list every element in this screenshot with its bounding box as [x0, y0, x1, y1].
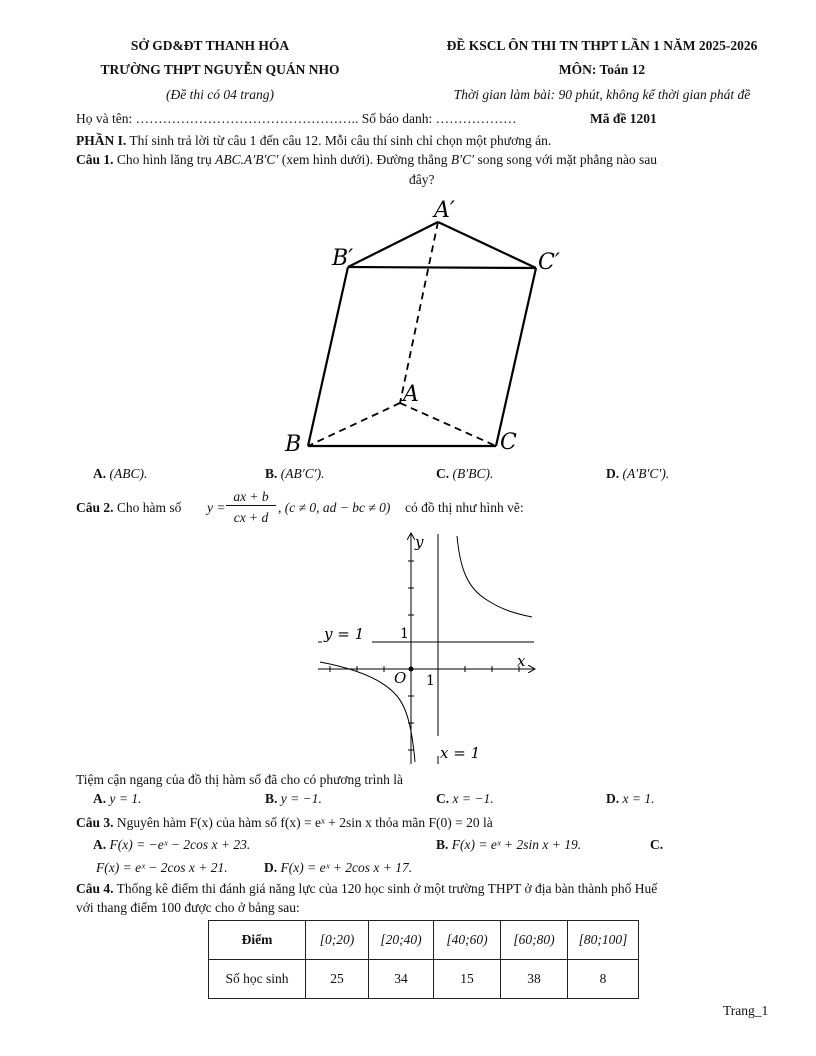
q1-option-a[interactable] — [93, 466, 147, 482]
q3-option-d[interactable] — [264, 860, 412, 876]
label-B1: B′ — [332, 246, 354, 271]
q2-y: y = — [207, 500, 226, 515]
origin-point — [409, 667, 414, 672]
q3-option-b[interactable] — [436, 837, 581, 853]
school-name: TRƯỜNG THPT NGUYỄN QUÁN NHO — [100, 62, 340, 77]
origin-label: O — [394, 669, 407, 687]
q1-text2: (xem hình dưới). Đường thẳng — [278, 152, 451, 167]
x-one-label: 1 — [426, 673, 435, 689]
table-header-cell: Số học sinh — [209, 960, 306, 999]
prism-figure — [280, 195, 580, 460]
page-number: Trang_1 — [723, 1003, 769, 1018]
option-key: C. — [436, 791, 450, 806]
table-cell: 38 — [501, 960, 568, 999]
label-C1: C′ — [538, 250, 560, 275]
option-text: (AB′C′). — [280, 466, 325, 481]
v-asymptote-label: x = 1 — [440, 744, 481, 762]
part1-instruction — [76, 133, 551, 149]
table-cell: 8 — [568, 960, 639, 999]
label-A: A — [403, 382, 419, 407]
option-key: D. — [264, 860, 278, 875]
option-key: D. — [606, 466, 620, 481]
option-text: F(x) = eˣ + 2sin x + 19. — [451, 837, 582, 852]
exam-title: ĐỀ KSCL ÔN THI TN THPT LẦN 1 NĂM 2025-2026 — [446, 38, 758, 53]
edge-B1C1 — [348, 267, 536, 268]
option-text: x = −1. — [452, 791, 494, 806]
table-cell: [80;100] — [568, 921, 639, 960]
edge-A1A — [400, 222, 438, 403]
q1-stem-cont: đây? — [409, 172, 435, 187]
option-text: y = −1. — [280, 791, 322, 806]
table-cell: [0;20) — [306, 921, 369, 960]
edge-A1C1 — [438, 222, 536, 268]
q4-stem-cont: với thang điểm 100 được cho ở bảng sau: — [76, 900, 300, 915]
edge-B1B — [308, 267, 348, 446]
q2-option-b[interactable] — [265, 791, 322, 807]
q2-text1: Cho hàm số — [113, 500, 182, 515]
q2-text2: có đồ thị như hình vẽ: — [405, 500, 524, 515]
option-key: B. — [265, 791, 278, 806]
q1-math2: B′C′ — [450, 152, 475, 167]
hyperbola-graph — [312, 528, 544, 768]
q1-math1: ABC.A′B′C′ — [215, 152, 279, 167]
time-note: Thời gian làm bài: 90 phút, không kể thời gian phát đề — [453, 87, 751, 102]
page-count-note: (Đề thi có 04 trang) — [166, 87, 274, 102]
q3-option-c-cont[interactable] — [96, 860, 228, 876]
q1-text1: Cho hình lăng trụ — [113, 152, 216, 167]
option-text: (A′B′C′). — [622, 466, 670, 481]
option-key: A. — [93, 837, 107, 852]
option-text: F(x) = eˣ − 2cos x + 21. — [96, 860, 228, 875]
option-key: A. — [93, 791, 107, 806]
option-text: F(x) = −eˣ − 2cos x + 23. — [109, 837, 251, 852]
option-key: B. — [436, 837, 449, 852]
q1-option-c[interactable] — [436, 466, 493, 482]
student-info-line: Họ và tên: ………………………………………….. Số báo danh: ……………… — [76, 111, 517, 126]
exam-code: Mã đề 1201 — [590, 111, 657, 126]
edge-AB — [308, 403, 400, 446]
edge-C1C — [496, 268, 536, 446]
table-cell: 25 — [306, 960, 369, 999]
h-asymptote-label: y = 1 — [324, 625, 365, 643]
school-dept: SỞ GD&ĐT THANH HÓA — [130, 38, 290, 53]
q3-text: Nguyên hàm F(x) của hàm số f(x) = eˣ + 2sin x thỏa mãn F(0) = 20 là — [113, 815, 493, 830]
y-axis-label: y — [415, 533, 424, 551]
q1-option-b[interactable] — [265, 466, 325, 482]
part1-title: PHẦN I. — [76, 133, 127, 148]
y-one-label: 1 — [400, 626, 409, 642]
q1-text3: song song với mặt phẳng nào sau — [474, 152, 658, 167]
table-cell: [20;40) — [369, 921, 434, 960]
q2-condition: , (c ≠ 0, ad − bc ≠ 0) — [278, 500, 391, 515]
q2-denominator: cx + d — [233, 510, 269, 525]
q3-option-a[interactable] — [93, 837, 250, 853]
table-cell: [40;60) — [434, 921, 501, 960]
q4-stem — [76, 881, 657, 897]
table-cell: 15 — [434, 960, 501, 999]
option-key: C. — [650, 837, 664, 852]
x-axis-label: x — [517, 652, 526, 670]
q4-text1: Thống kê điểm thi đánh giá năng lực của 120 học sinh ở một trường THPT ở địa bàn thành phố Huế — [113, 881, 658, 896]
q2-option-c[interactable] — [436, 791, 494, 807]
option-key: C. — [436, 466, 450, 481]
q3-label: Câu 3. — [76, 815, 114, 830]
q4-label: Câu 4. — [76, 881, 114, 896]
q1-stem — [76, 152, 657, 168]
subject: MÔN: Toán 12 — [558, 62, 646, 77]
q1-label: Câu 1. — [76, 152, 114, 167]
q2-label: Câu 2. — [76, 500, 114, 515]
option-key: B. — [265, 466, 278, 481]
q2-option-a[interactable] — [93, 791, 141, 807]
option-key: D. — [606, 791, 620, 806]
table-header-cell: Điểm — [209, 921, 306, 960]
option-text: (B′BC). — [452, 466, 494, 481]
table-row — [209, 921, 639, 960]
q2-numerator: ax + b — [226, 489, 276, 506]
q2-question: Tiệm cận ngang của đồ thị hàm số đã cho có phương trình là — [76, 772, 404, 787]
edge-B1A1 — [348, 222, 438, 267]
option-text: (ABC). — [109, 466, 148, 481]
part1-text: Thí sinh trả lời từ câu 1 đến câu 12. Mỗi câu thí sinh chỉ chọn một phương án. — [126, 133, 552, 148]
option-text: x = 1. — [622, 791, 655, 806]
table-cell: [60;80) — [501, 921, 568, 960]
label-B: B — [285, 432, 302, 457]
q3-stem — [76, 815, 493, 831]
label-A1: A′ — [434, 198, 455, 223]
q1-option-d[interactable] — [606, 466, 669, 482]
option-key: A. — [93, 466, 107, 481]
q2-stem — [76, 500, 181, 516]
option-text: F(x) = eˣ + 2cos x + 17. — [280, 860, 413, 875]
table-cell: 34 — [369, 960, 434, 999]
curve-right-branch — [457, 536, 532, 617]
table-row — [209, 960, 639, 999]
q3-option-c[interactable] — [650, 837, 663, 853]
label-C: C — [500, 430, 517, 455]
option-text: y = 1. — [109, 791, 142, 806]
edge-AC — [400, 403, 496, 446]
q2-option-d[interactable] — [606, 791, 654, 807]
score-table — [208, 920, 639, 999]
